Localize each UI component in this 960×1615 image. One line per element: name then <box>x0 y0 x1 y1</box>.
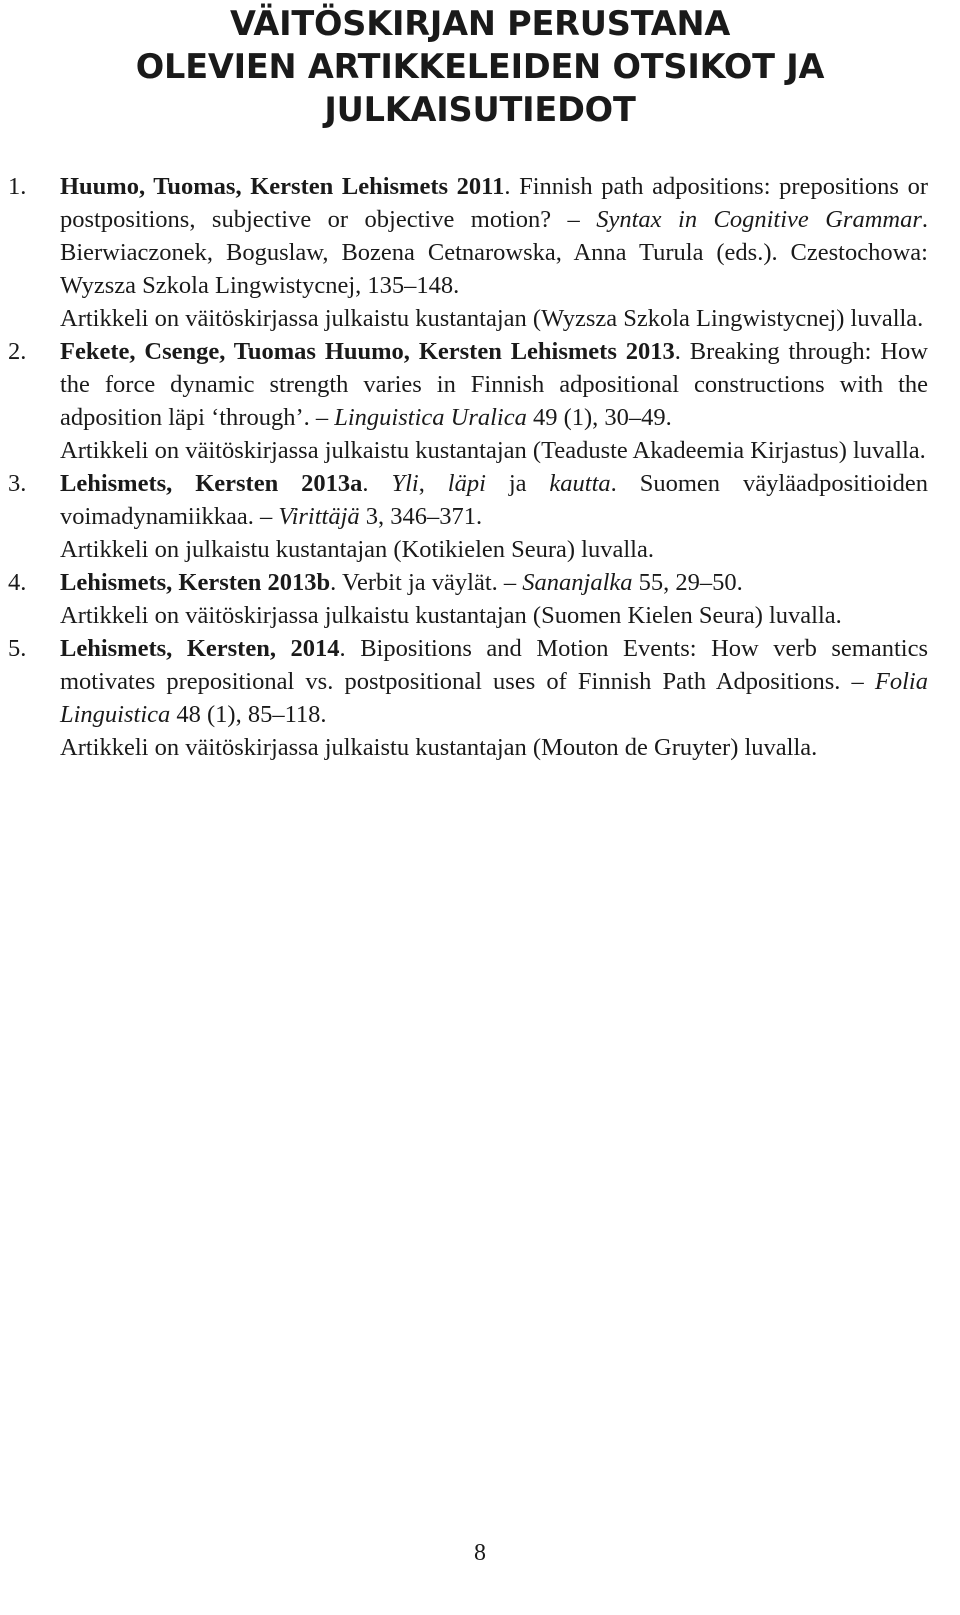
heading-line-1: VÄITÖSKIRJAN PERUSTANA <box>229 4 731 43</box>
article-authors: Huumo, Tuomas, Kersten Lehismets 2011 <box>60 173 505 200</box>
article-citation: Lehismets, Kersten, 2014. Bipositions and Motion Events: How verb semantics motivates prepositional vs. postpositional uses of Finnish Path Adpositions. – Folia Linguistica 48 (1), 85–118. <box>60 635 928 728</box>
article-details: 3, 346–371. <box>359 503 483 530</box>
article-authors: Fekete, Csenge, Tuomas Huumo, Kersten Lehismets 2013 <box>60 338 675 365</box>
article-details: 55, 29–50. <box>632 569 743 596</box>
article-venue: Folia Linguistica <box>60 668 928 728</box>
article-title-word: kautta <box>549 470 611 497</box>
article-title: Bipositions and Motion Events: How verb semantics motivates prepositional vs. postpositional uses of Finnish Path Adpositions. – <box>60 635 928 695</box>
article-venue: Sananjalka <box>522 569 633 596</box>
article-details: 48 (1), 85–118. <box>170 701 327 728</box>
article-citation: Lehismets, Kersten 2013b. Verbit ja väylät. – Sananjalka 55, 29–50. <box>60 569 743 596</box>
heading-line-3: JULKAISUTIEDOT <box>324 90 636 129</box>
article-number: 4. <box>8 569 27 596</box>
article-citation: Lehismets, Kersten 2013a. Yli, läpi ja kautta. Suomen väyläadpositioiden voimadynamiikkaa. – Virittäjä 3, 346–371. <box>60 470 929 530</box>
article-permission-note: Artikkeli on väitöskirjassa julkaistu kustantajan (Mouton de Gruyter) luvalla. <box>60 734 818 761</box>
article-authors: Lehismets, Kersten, 2014 <box>60 635 340 662</box>
article-permission-note: Artikkeli on väitöskirjassa julkaistu kustantajan (Suomen Kielen Seura) luvalla. <box>60 602 842 629</box>
article-item-3 <box>8 467 928 566</box>
article-venue: Linguistica Uralica <box>334 404 527 431</box>
article-item-5 <box>8 632 928 764</box>
page-heading <box>0 2 960 131</box>
article-citation: Huumo, Tuomas, Kersten Lehismets 2011. Finnish path adpositions: prepositions or postpositions, subjective or objective motion? – Syntax in Cognitive Grammar. Bierwiaczonek, Boguslaw, Bozena Cetnarowska, Anna Turula (eds.). Czestochowa: Wyzsza Szkola Lingwistycnej, 135–148. <box>60 173 929 299</box>
article-permission-note: Artikkeli on väitöskirjassa julkaistu kustantajan (Wyzsza Szkola Lingwistycnej) luvalla. <box>60 305 924 332</box>
page-number: 8 <box>474 1540 486 1566</box>
article-number: 1. <box>8 173 27 200</box>
article-venue: Syntax in Cognitive Grammar <box>596 206 922 233</box>
article-permission-note: Artikkeli on väitöskirjassa julkaistu kustantajan (Teaduste Akadeemia Kirjastus) luvalla. <box>60 437 926 464</box>
article-list <box>8 170 928 764</box>
article-title: Finnish path adpositions: prepositions or postpositions, subjective or objective motion? – <box>60 173 928 233</box>
article-venue: Virittäjä <box>278 503 360 530</box>
article-item-2 <box>8 335 928 467</box>
article-authors: Lehismets, Kersten 2013b <box>60 569 331 596</box>
article-details: 49 (1), 30–49. <box>526 404 672 431</box>
article-number: 2. <box>8 338 27 365</box>
article-details: . Bierwiaczonek, Boguslaw, Bozena Cetnarowska, Anna Turula (eds.). Czestochowa: Wyzsza Szkola Lingwistycnej, 135–148. <box>60 206 929 299</box>
article-number: 5. <box>8 635 27 662</box>
article-title-word: Yli <box>391 470 419 497</box>
article-item-4 <box>8 566 928 632</box>
article-item-1 <box>8 170 928 335</box>
article-title-word: läpi <box>447 470 486 497</box>
article-title: Verbit ja väylät. – <box>336 569 523 596</box>
article-permission-note: Artikkeli on julkaistu kustantajan (Kotikielen Seura) luvalla. <box>60 536 654 563</box>
article-authors: Lehismets, Kersten 2013a <box>60 470 363 497</box>
article-citation: Fekete, Csenge, Tuomas Huumo, Kersten Lehismets 2013. Breaking through: How the force dynamic strength varies in Finnish adpositional constructions with the adposition läpi ‘through’. – Linguistica Uralica 49 (1), 30–49. <box>60 338 928 431</box>
article-title: . Suomen väyläadpositioiden voimadynamiikkaa. – <box>60 470 929 530</box>
article-number: 3. <box>8 470 27 497</box>
heading-line-2: OLEVIEN ARTIKKELEIDEN OTSIKOT JA <box>135 47 825 86</box>
article-title: Breaking through: How the force dynamic strength varies in Finnish adpositional constructions with the adposition läpi ‘through’. – <box>60 338 928 431</box>
